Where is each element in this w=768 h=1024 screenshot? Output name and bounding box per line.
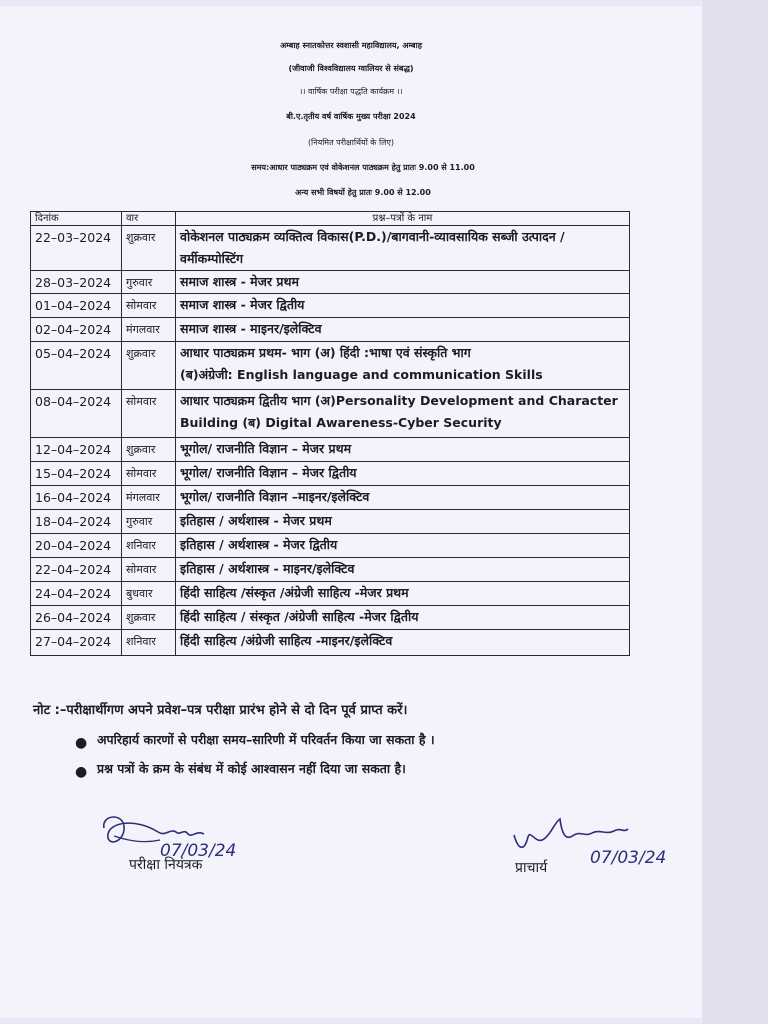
exam-title: बी.ए.तृतीय वर्ष वार्षिक मुख्य परीक्षा 2024 — [286, 112, 416, 121]
subject-line-1: हिंदी साहित्य /अंग्रेजी साहित्य -माइनर/इलेक्टिव — [180, 633, 393, 648]
cell-day: बुधवार — [122, 582, 176, 606]
subject-line-1: इतिहास / अर्थशास्त्र - मेजर प्रथम — [180, 513, 332, 528]
table-row — [31, 226, 630, 271]
college-name: अम्बाह स्नातकोत्तर स्वशासी महाविद्यालय, अम्बाह — [280, 41, 422, 50]
scan-margin — [702, 0, 768, 1024]
bullet-text: प्रश्न पत्रों के क्रम के संबंध में कोई आश्वासन नहीं दिया जा सकता है। — [97, 761, 406, 776]
cell-day: मंगलवार — [122, 486, 176, 510]
cell-subject — [176, 486, 630, 510]
table-row — [31, 534, 630, 558]
cell-day: मंगलवार — [122, 318, 176, 342]
program-title: ।। वार्षिक परीक्षा पद्धति कार्यक्रम ।। — [299, 87, 403, 96]
affiliation: (जीवाजी विश्वविद्यालय ग्वालियर से संबद्ध) — [288, 64, 414, 73]
header-papers: प्रश्न–पत्रों के नाम — [176, 212, 630, 226]
header-day: वार — [122, 212, 176, 226]
cell-subject — [176, 390, 630, 438]
cell-day: गुरुवार — [122, 510, 176, 534]
cell-date: 02–04–2024 — [31, 318, 122, 342]
table-body — [31, 226, 630, 656]
table-row — [31, 486, 630, 510]
cell-subject — [176, 630, 630, 656]
table-row — [31, 462, 630, 486]
table-row — [31, 294, 630, 318]
subject-line-1: इतिहास / अर्थशास्त्र - मेजर द्वितीय — [180, 537, 338, 552]
cell-day: सोमवार — [122, 390, 176, 438]
principal-signature-date: 07/03/24 — [590, 848, 667, 868]
subject-line-1: समाज शास्त्र - माइनर/इलेक्टिव — [180, 321, 322, 336]
subject-line-1: भूगोल/ राजनीति विज्ञान – मेजर द्वितीय — [180, 465, 357, 480]
cell-subject — [176, 510, 630, 534]
cell-subject — [176, 294, 630, 318]
cell-subject — [176, 318, 630, 342]
cell-day: सोमवार — [122, 558, 176, 582]
table-row — [31, 318, 630, 342]
subject-line-1: वोकेशनल पाठ्यक्रम व्यक्तित्व विकास(P.D.)/बागवानी-व्यावसायिक सब्जी उत्पादन / — [180, 229, 565, 244]
cell-subject — [176, 226, 630, 271]
cell-date: 01–04–2024 — [31, 294, 122, 318]
students-note: (नियमित परीक्षार्थियों के लिए) — [307, 138, 395, 147]
cell-day: शुक्रवार — [122, 342, 176, 390]
cell-day: गुरुवार — [122, 271, 176, 294]
subject-line-1: भूगोल/ राजनीति विज्ञान –माइनर/इलेक्टिव — [180, 489, 370, 504]
table-row — [31, 271, 630, 294]
bullet-text: अपरिहार्य कारणों से परीक्षा समय–सारिणी में परिवर्तन किया जा सकता है । — [97, 732, 435, 747]
table-row — [31, 342, 630, 390]
table-row — [31, 582, 630, 606]
cell-date: 24–04–2024 — [31, 582, 122, 606]
note-main: नोट :–परीक्षार्थीगण अपने प्रवेश–पत्र परीक्षा प्रारंभ होने से दो दिन पूर्व प्राप्त करें। — [33, 703, 408, 718]
subject-line-1: समाज शास्त्र - मेजर द्वितीय — [180, 297, 305, 312]
cell-date: 27–04–2024 — [31, 630, 122, 656]
table-header-row — [31, 212, 630, 226]
cell-date: 22–04–2024 — [31, 558, 122, 582]
cell-day: शुक्रवार — [122, 438, 176, 462]
cell-day: सोमवार — [122, 462, 176, 486]
header-date: दिनांक — [31, 212, 122, 226]
subject-line-2: (ब)अंग्रेजी: English language and communication Skills — [180, 367, 543, 382]
subject-line-1: आधार पाठ्यक्रम प्रथम- भाग (अ) हिंदी :भाषा एवं संस्कृति भाग — [180, 345, 471, 360]
subject-line-1: इतिहास / अर्थशास्त्र - माइनर/इलेक्टिव — [180, 561, 355, 576]
subject-line-1: आधार पाठ्यक्रम द्वितीय भाग (अ)Personality Development and Character — [180, 393, 618, 408]
subject-line-1: हिंदी साहित्य /संस्कृत /अंग्रेजी साहित्य -मेजर प्रथम — [180, 585, 409, 600]
cell-subject — [176, 534, 630, 558]
subject-line-1: समाज शास्त्र - मेजर प्रथम — [180, 274, 299, 289]
cell-subject — [176, 606, 630, 630]
subject-line-1: हिंदी साहित्य / संस्कृत /अंग्रेजी साहित्य -मेजर द्वितीय — [180, 609, 419, 624]
controller-signature-date: 07/03/24 — [160, 841, 237, 861]
table-row — [31, 630, 630, 656]
cell-day: शुक्रवार — [122, 226, 176, 271]
cell-subject — [176, 342, 630, 390]
cell-day: शुक्रवार — [122, 606, 176, 630]
bullet-icon: ● — [75, 764, 88, 780]
principal-label: प्राचार्य — [515, 860, 548, 876]
cell-date: 16–04–2024 — [31, 486, 122, 510]
time-line-2: अन्य सभी विषयों हेतु प्रातः 9.00 से 12.00 — [295, 188, 431, 197]
table-row — [31, 606, 630, 630]
list-item — [75, 759, 435, 788]
table-row — [31, 510, 630, 534]
cell-subject — [176, 271, 630, 294]
cell-subject — [176, 558, 630, 582]
cell-date: 12–04–2024 — [31, 438, 122, 462]
cell-date: 05–04–2024 — [31, 342, 122, 390]
cell-date: 20–04–2024 — [31, 534, 122, 558]
note-bullets — [75, 730, 435, 788]
cell-date: 22–03–2024 — [31, 226, 122, 271]
table-row — [31, 438, 630, 462]
cell-day: शनिवार — [122, 534, 176, 558]
cell-day: शनिवार — [122, 630, 176, 656]
table-row — [31, 390, 630, 438]
bullet-icon: ● — [75, 735, 88, 751]
subject-line-2: वर्मीकम्पोस्टिंग — [180, 251, 244, 266]
cell-date: 18–04–2024 — [31, 510, 122, 534]
cell-subject — [176, 582, 630, 606]
exam-schedule-table — [30, 211, 630, 656]
controller-label: परीक्षा नियंत्रक — [129, 857, 203, 873]
cell-date: 28–03–2024 — [31, 271, 122, 294]
cell-subject — [176, 438, 630, 462]
cell-date: 26–04–2024 — [31, 606, 122, 630]
list-item — [75, 730, 435, 759]
subject-line-2: Building (ब) Digital Awareness-Cyber Security — [180, 415, 502, 430]
cell-date: 15–04–2024 — [31, 462, 122, 486]
cell-date: 08–04–2024 — [31, 390, 122, 438]
table-row — [31, 558, 630, 582]
cell-day: सोमवार — [122, 294, 176, 318]
time-line-1: समय:आधार पाठ्यक्रम एवं वोकेशनल पाठ्यक्रम हेतु प्रातः 9.00 से 11.00 — [251, 163, 475, 172]
cell-subject — [176, 462, 630, 486]
subject-line-1: भूगोल/ राजनीति विज्ञान – मेजर प्रथम — [180, 441, 352, 456]
